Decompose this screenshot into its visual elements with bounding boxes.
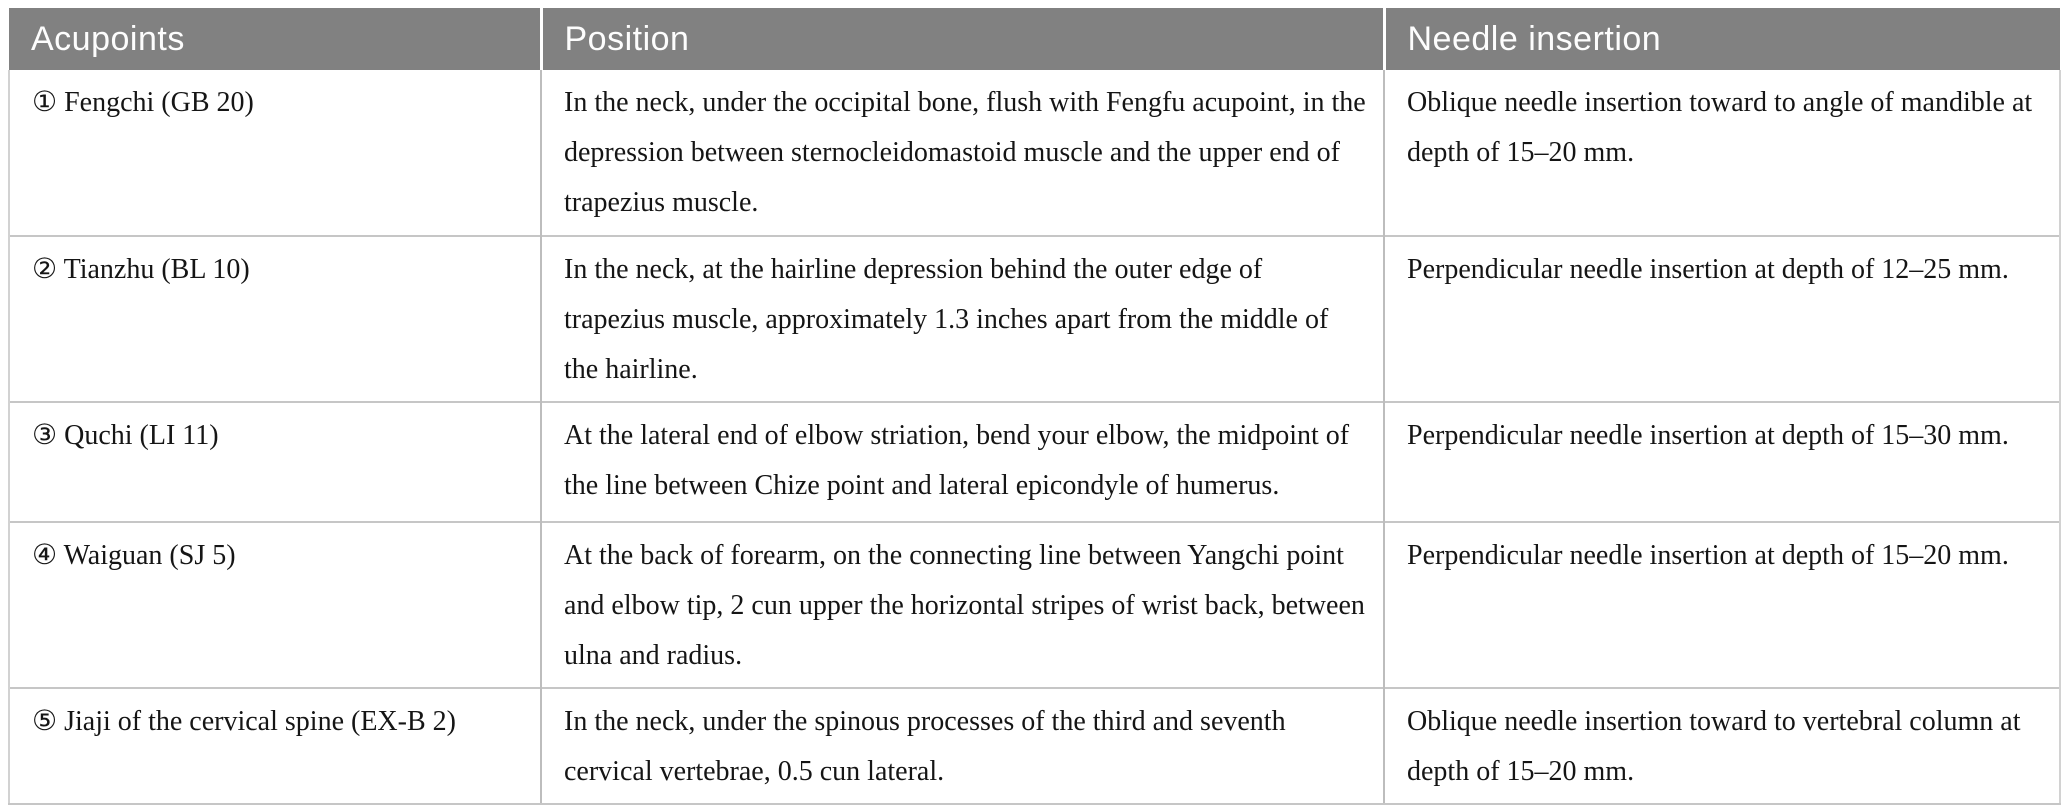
- position-cell: At the lateral end of elbow striation, bend your elbow, the midpoint of the line between Chize point and lateral epicondyle of humerus.: [541, 402, 1384, 522]
- needle-insertion-column-header: Needle insertion: [1384, 8, 2060, 70]
- header-row: [9, 8, 2060, 70]
- needle-insertion-cell: Oblique needle insertion toward to angle of mandible at depth of 15–20 mm.: [1384, 70, 2060, 236]
- position-cell: In the neck, at the hairline depression behind the outer edge of trapezius muscle, approximately 1.3 inches apart from the middle of the hairline.: [541, 236, 1384, 402]
- acupoint-cell: ③ Quchi (LI 11): [9, 402, 541, 522]
- acupoint-cell: ① Fengchi (GB 20): [9, 70, 541, 236]
- acupoints-table-container: [8, 8, 2059, 805]
- table-row: [9, 402, 2060, 522]
- table-body: [9, 70, 2060, 804]
- position-cell: In the neck, under the spinous processes of the third and seventh cervical vertebrae, 0.5 cun lateral.: [541, 688, 1384, 804]
- table-header: [9, 8, 2060, 70]
- needle-insertion-cell: Oblique needle insertion toward to vertebral column at depth of 15–20 mm.: [1384, 688, 2060, 804]
- acupoint-cell: ④ Waiguan (SJ 5): [9, 522, 541, 688]
- acupoint-cell: ⑤ Jiaji of the cervical spine (EX-B 2): [9, 688, 541, 804]
- position-column-header: Position: [541, 8, 1384, 70]
- position-cell: In the neck, under the occipital bone, flush with Fengfu acupoint, in the depression between sternocleidomastoid muscle and the upper end of trapezius muscle.: [541, 70, 1384, 236]
- needle-insertion-cell: Perpendicular needle insertion at depth of 15–30 mm.: [1384, 402, 2060, 522]
- table-row: [9, 522, 2060, 688]
- acupoints-table: [8, 8, 2061, 805]
- needle-insertion-cell: Perpendicular needle insertion at depth of 15–20 mm.: [1384, 522, 2060, 688]
- position-cell: At the back of forearm, on the connecting line between Yangchi point and elbow tip, 2 cun upper the horizontal stripes of wrist back, between ulna and radius.: [541, 522, 1384, 688]
- table-row: [9, 688, 2060, 804]
- acupoint-cell: ② Tianzhu (BL 10): [9, 236, 541, 402]
- table-row: [9, 236, 2060, 402]
- acupoints-column-header: Acupoints: [9, 8, 541, 70]
- needle-insertion-cell: Perpendicular needle insertion at depth of 12–25 mm.: [1384, 236, 2060, 402]
- table-row: [9, 70, 2060, 236]
